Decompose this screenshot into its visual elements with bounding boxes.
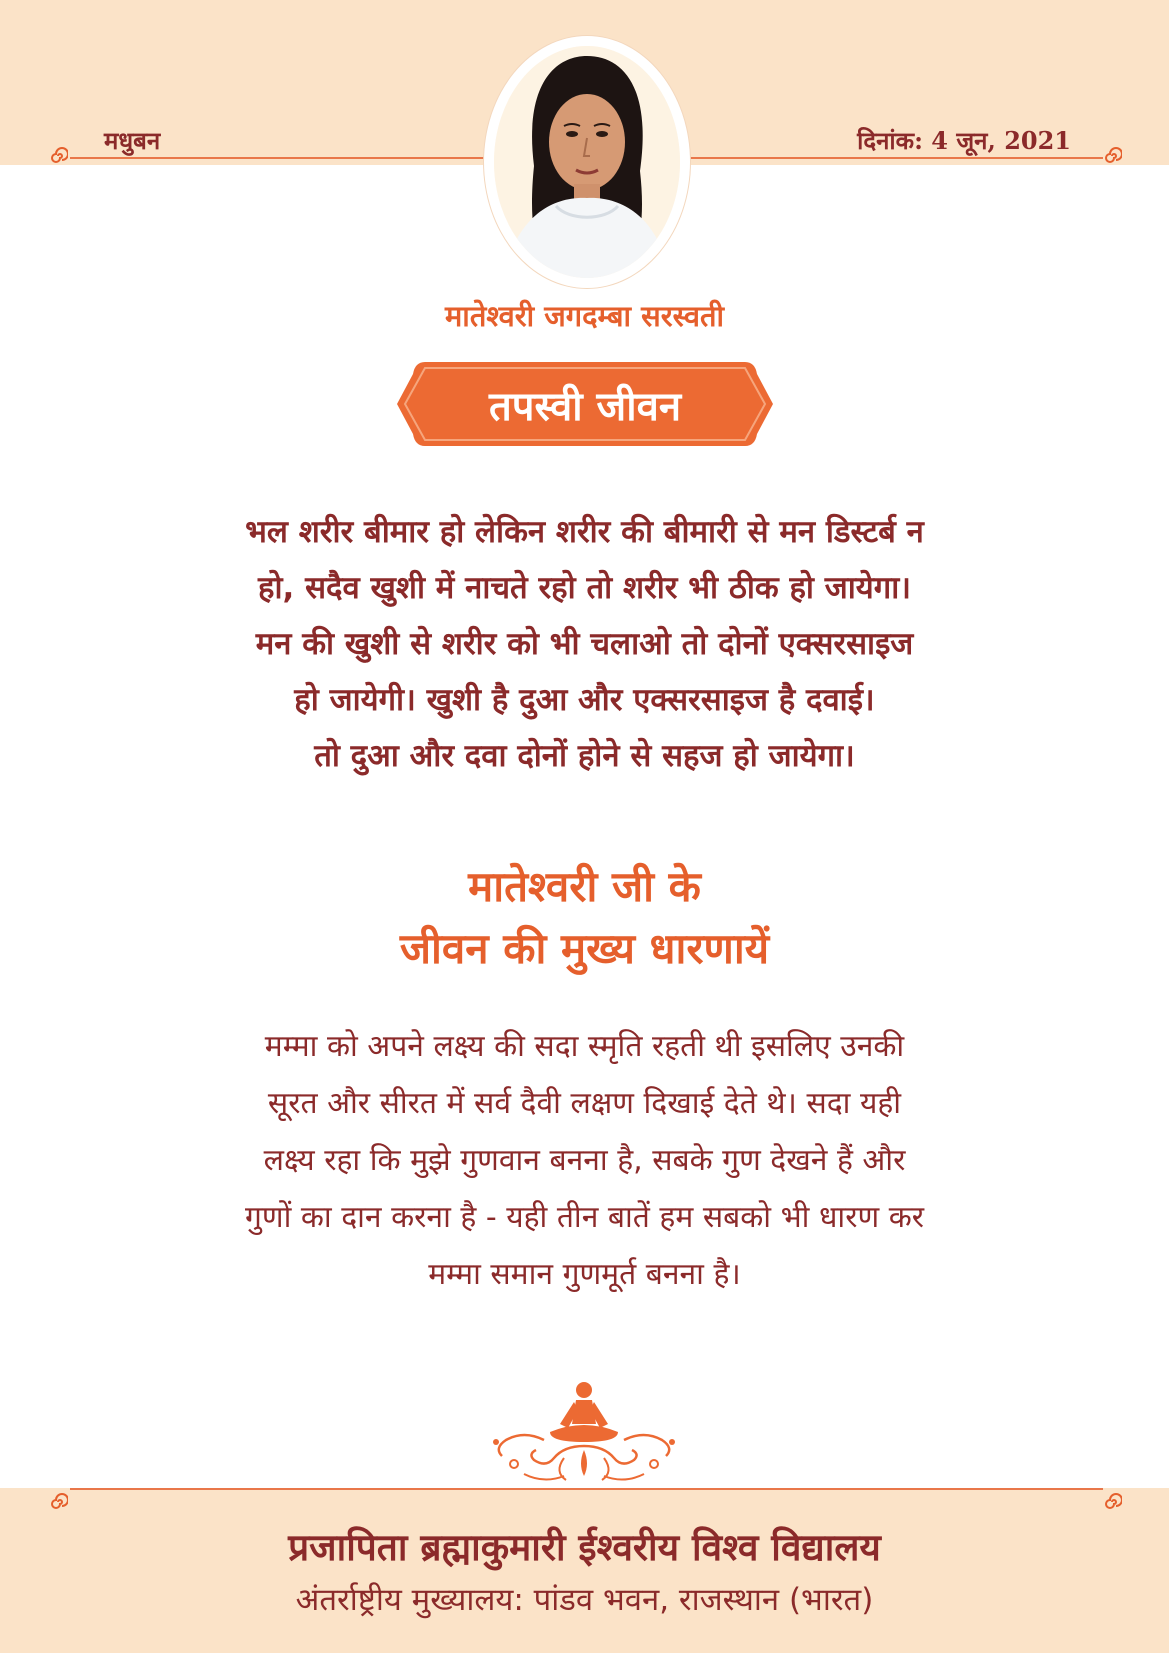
main-paragraph (150, 504, 1019, 784)
paragraph-line: सूरत और सीरत में सर्व दैवी लक्षण दिखाई देते थे। सदा यही (267, 1086, 902, 1121)
swirl-ornament-icon (48, 146, 68, 166)
header-divider-left (70, 157, 490, 159)
paragraph-line: मम्मा को अपने लक्ष्य की सदा स्मृति रहती थी इसलिए उनकी (264, 1029, 905, 1064)
profile-name: मातेश्वरी जगदम्बा सरस्वती (444, 299, 725, 333)
paragraph-line: गुणों का दान करना है - यही तीन बातें हम सबको भी धारण कर (244, 1200, 925, 1235)
paragraph-line: हो जायेगी। खुशी है दुआ और एक्सरसाइज है दवाई। (294, 682, 875, 718)
swirl-ornament-icon (1102, 146, 1122, 166)
paragraph-line: भल शरीर बीमार हो लेकिन शरीर की बीमारी से मन डिस्टर्ब न (245, 514, 924, 550)
section-heading-line: जीवन की मुख्य धारणायें (399, 924, 770, 973)
meditation-emblem-icon (484, 1380, 685, 1488)
footer-divider (70, 1488, 1103, 1490)
paragraph-line: मन की खुशी से शरीर को भी चलाओ तो दोनों एक्सरसाइज (255, 626, 914, 662)
portrait-image (494, 46, 680, 278)
section-paragraph (150, 1018, 1019, 1303)
paragraph-line: लक्ष्य रहा कि मुझे गुणवान बनना है, सबके गुण देखने हैं और (263, 1143, 906, 1178)
organization-name: प्रजापिता ब्रह्माकुमारी ईश्वरीय विश्व विद्यालय (288, 1526, 881, 1569)
swirl-ornament-icon (48, 1492, 68, 1512)
paragraph-line: तो दुआ और दवा दोनों होने से सहज हो जायेगा। (314, 738, 855, 774)
header-place: मधुबन (104, 126, 161, 155)
paragraph-line: हो, सदैव खुशी में नाचते रहो तो शरीर भी ठीक हो जायेगा। (258, 570, 911, 606)
header-date: दिनांक: 4 जून, 2021 (857, 126, 1071, 155)
paragraph-line: मम्मा समान गुणमूर्त बनना है। (428, 1257, 741, 1292)
header-divider-right (688, 157, 1103, 159)
organization-address: अंतर्राष्ट्रीय मुख्यालय: पांडव भवन, राजस्थान (भारत) (295, 1582, 874, 1618)
swirl-ornament-icon (1102, 1492, 1122, 1512)
banner-title: तपस्वी जीवन (488, 383, 682, 430)
section-heading-line: मातेश्वरी जी के (468, 862, 701, 911)
section-heading (0, 856, 1169, 980)
